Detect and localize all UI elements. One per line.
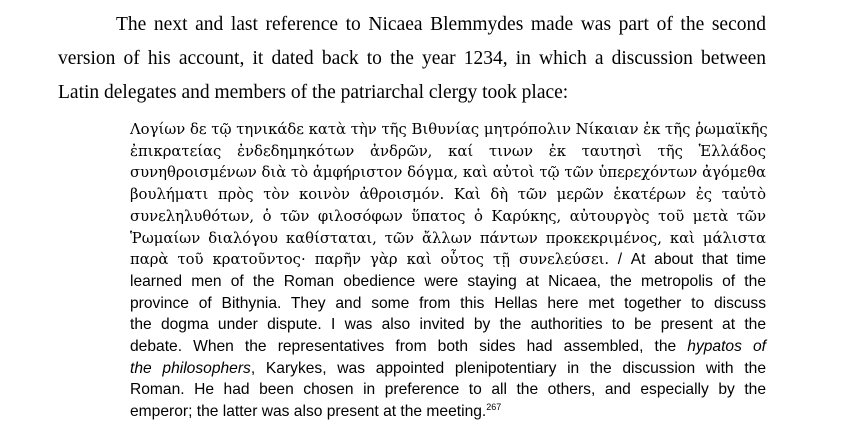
english-quote-line <box>130 358 766 380</box>
greek-quote-line: Λογίων δε τῷ τηνικάδε κατὰ τὴν τῆς Βιθυνίας μητρόπολιν Νίκαιαν ἐκ τῆς ῥωμαϊκῆς <box>130 121 768 138</box>
greek-quote-line: ἐπικρατείας ἐνδεδημηκότων ἀνδρῶν, καί τινων ἐκ ταυτησὶ τῆς Ἑλλάδος <box>130 142 766 160</box>
english-quote-fragment: emperor; the latter was also present at the meeting. <box>130 403 487 421</box>
english-quote-line: province of Bithynia. They and some from this Hellas here met together to discuss <box>130 294 766 312</box>
english-quote-line: Roman. He had been chosen in preference to all the others, and especially by the <box>130 381 766 399</box>
greek-quote-line: βουλήματι πρὸς τὸν κοινὸν ἀθροισμόν. Καὶ δὴ τῶν μερῶν ἑκατέρων ἐς ταὐτὸ <box>130 186 766 204</box>
paragraph-line: version of his account, it dated back to the year 1234, in which a discussion between <box>58 48 766 69</box>
english-quote-fragment: / At about that time <box>609 251 766 269</box>
paragraph-line: Latin delegates and members of the patriarchal clergy took place: <box>58 82 569 103</box>
paragraph-line: The next and last reference to Nicaea Blemmydes made was part of the second <box>116 14 766 35</box>
english-quote-line: the dogma under dispute. I was also invited by the authorities to be present at the <box>130 316 766 334</box>
greek-quote-fragment: παρὰ τοῦ κρατοῦντος· παρῆν γὰρ καὶ οὗτος τῇ συνελεύσει. <box>130 251 610 269</box>
block-quote <box>130 119 766 423</box>
english-quote-line <box>130 401 766 423</box>
italic-term: hypatos of <box>687 338 766 356</box>
mixed-quote-line <box>130 249 766 271</box>
english-quote-fragment: , Karykes, was appointed plenipotentiary in the discussion with the <box>250 359 766 377</box>
footnote-marker[interactable]: 267 <box>486 401 502 412</box>
english-quote-line: learned men of the Roman obedience were staying at Nicaea, the metropolis of the <box>130 272 766 290</box>
english-quote-line <box>130 336 766 358</box>
english-quote-fragment: debate. When the representatives from both sides had assembled, the <box>130 338 677 356</box>
greek-quote-line: συνεληλυθότων, ὁ τῶν φιλοσόφων ὕπατος ὁ Καρύκης, αὐτουργὸς τοῦ μετὰ τῶν <box>130 207 766 225</box>
italic-term: the philosophers <box>130 359 251 377</box>
greek-quote-line: Ῥωμαίων διαλόγου καθίσταται, τῶν ἄλλων πάντων προκεκριμένος, καὶ μάλιστα <box>130 229 766 247</box>
greek-quote-line: συνηθροισμένων διὰ τὸ ἀμφήριστον δόγμα, καὶ αὐτοὶ τῷ τῶν ὑπερεχόντων ἀγόμεθα <box>130 164 766 182</box>
body-paragraph <box>58 8 766 110</box>
